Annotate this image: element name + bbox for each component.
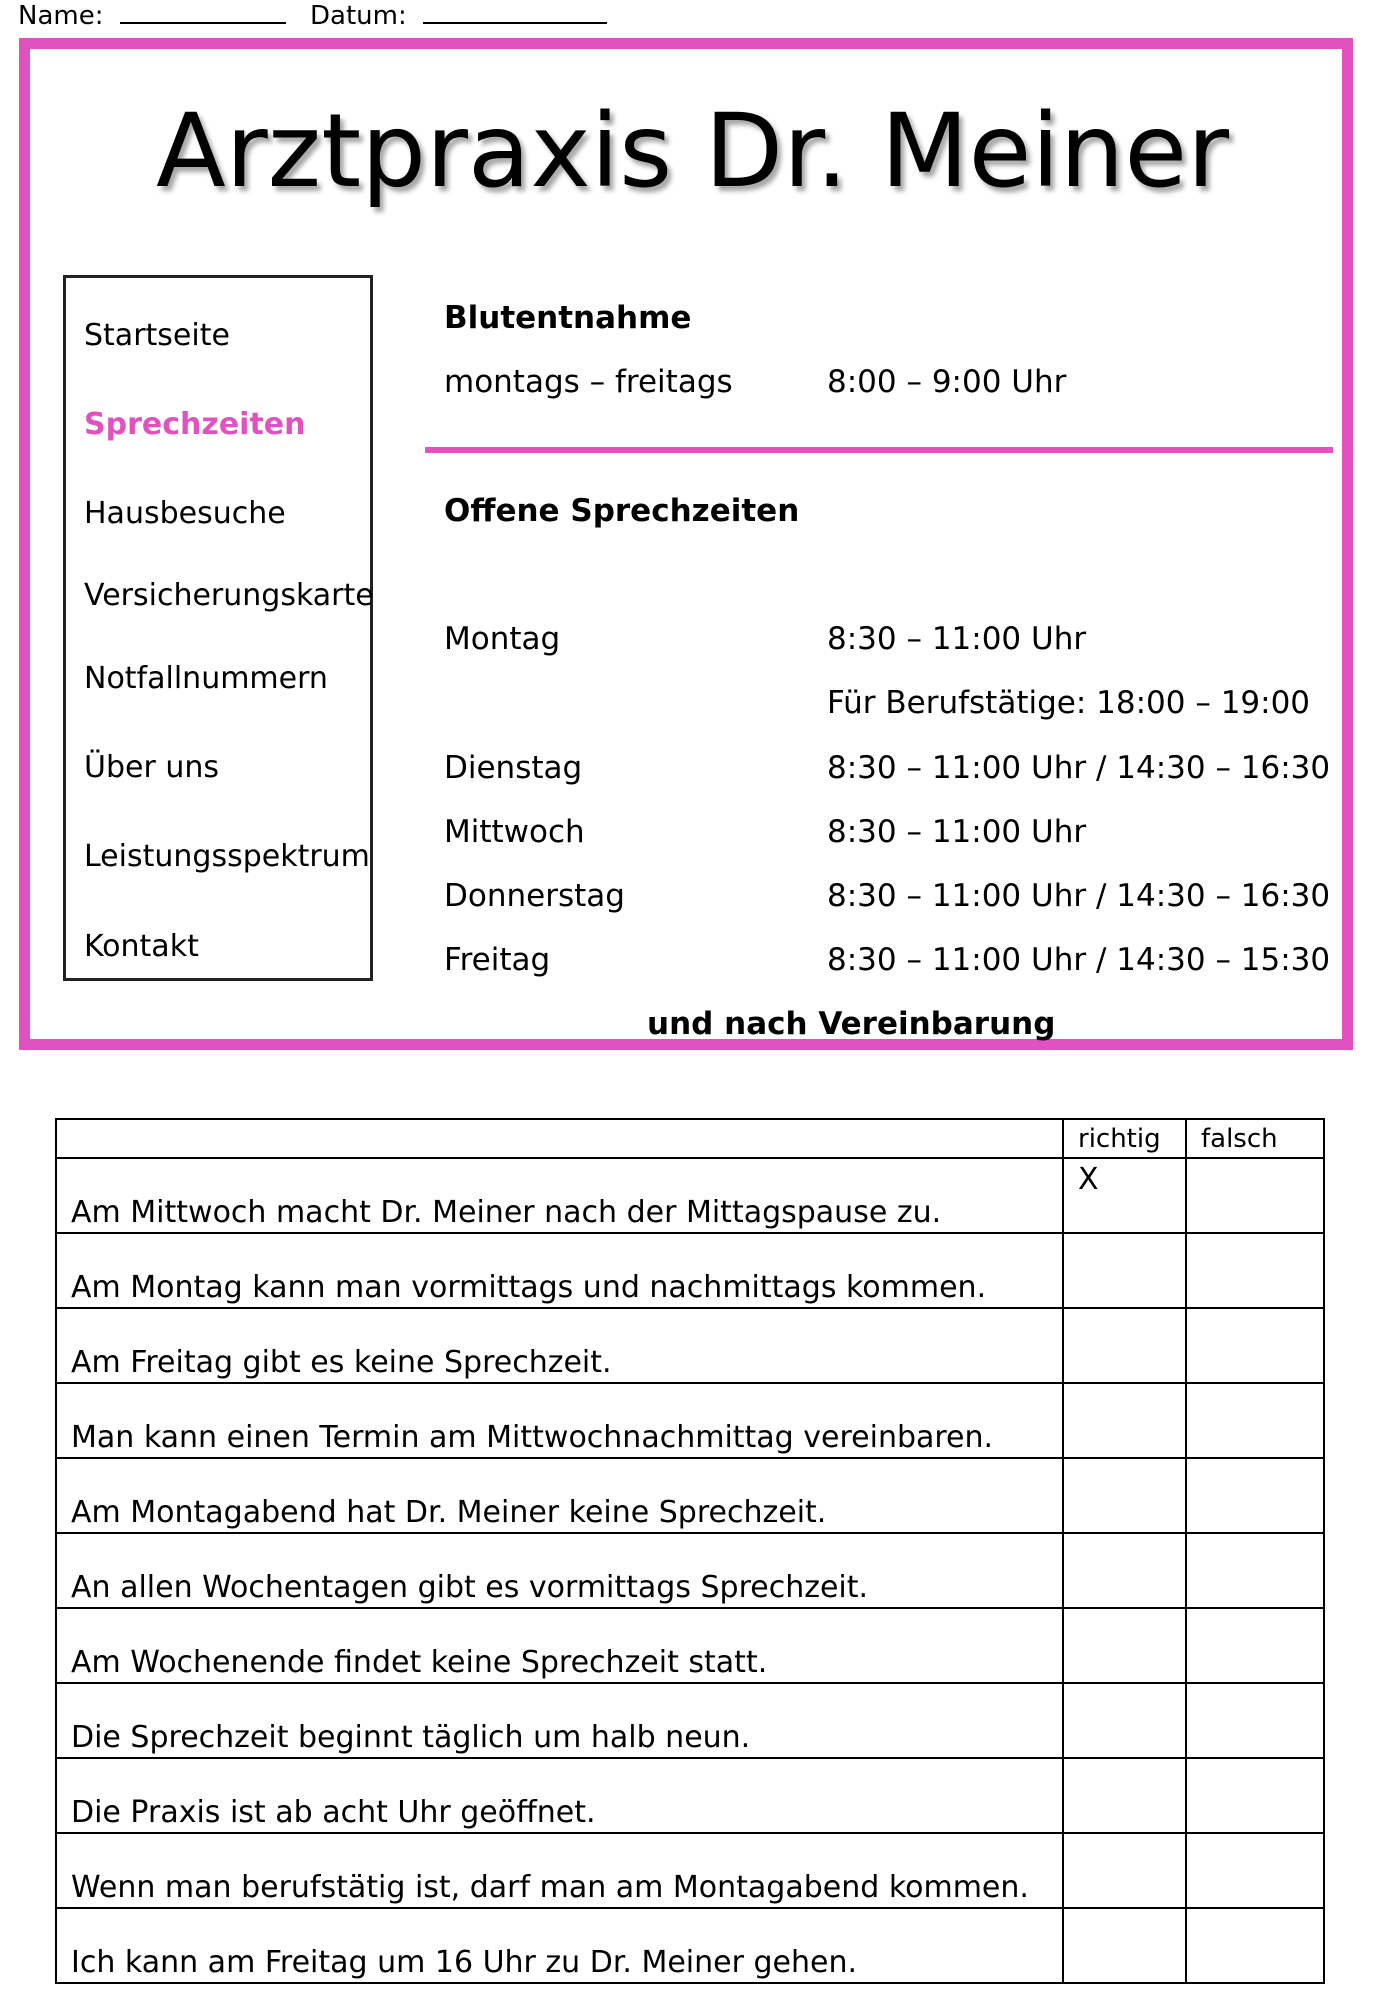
date-blank-field[interactable]: [423, 0, 607, 24]
table-row: [56, 1458, 1324, 1533]
hours-day-mittwoch: Mittwoch: [444, 814, 585, 850]
hours-time-mittwoch: 8:30 – 11:00 Uhr: [827, 814, 1087, 850]
blood-time: 8:00 – 9:00 Uhr: [827, 364, 1067, 400]
falsch-checkbox-cell[interactable]: [1186, 1833, 1324, 1908]
section-divider: [425, 447, 1333, 453]
blood-heading: Blutentnahme: [444, 300, 692, 336]
hours-day-montag: Montag: [444, 621, 561, 657]
falsch-mark: [1187, 1759, 1323, 1763]
name-label: Name:: [18, 1, 104, 31]
nav-item-sprechzeiten[interactable]: Sprechzeiten: [84, 407, 306, 442]
richtig-checkbox-cell[interactable]: [1063, 1908, 1186, 1983]
date-label: Datum:: [310, 1, 407, 31]
falsch-checkbox-cell[interactable]: [1186, 1233, 1324, 1308]
site-title: Arztpraxis Dr. Meiner: [155, 92, 1230, 211]
name-blank-field[interactable]: [120, 0, 286, 24]
statement-text: Man kann einen Termin am Mittwochnachmittag vereinbaren.: [56, 1383, 1063, 1458]
falsch-mark: [1187, 1159, 1323, 1163]
statement-text: Am Wochenende findet keine Sprechzeit statt.: [56, 1608, 1063, 1683]
statement-text: Am Montag kann man vormittags und nachmittags kommen.: [56, 1233, 1063, 1308]
hours-time-berufstaetige: Für Berufstätige: 18:00 – 19:00: [827, 685, 1311, 721]
richtig-mark: [1064, 1534, 1185, 1538]
table-row: [56, 1308, 1324, 1383]
sidebar-nav: [63, 275, 373, 981]
falsch-mark: [1187, 1684, 1323, 1688]
richtig-checkbox-cell[interactable]: [1063, 1533, 1186, 1608]
falsch-checkbox-cell[interactable]: [1186, 1683, 1324, 1758]
falsch-mark: [1187, 1609, 1323, 1613]
falsch-checkbox-cell[interactable]: [1186, 1758, 1324, 1833]
hours-day-freitag: Freitag: [444, 942, 551, 978]
falsch-mark: [1187, 1234, 1323, 1238]
hours-day-donnerstag: Donnerstag: [444, 878, 625, 914]
falsch-mark: [1187, 1309, 1323, 1313]
richtig-mark: X: [1078, 1162, 1099, 1197]
falsch-mark: [1187, 1909, 1323, 1913]
statement-text: Am Montagabend hat Dr. Meiner keine Sprechzeit.: [56, 1458, 1063, 1533]
nav-item-notfallnummern[interactable]: Notfallnummern: [84, 661, 328, 696]
richtig-checkbox-cell[interactable]: [1063, 1458, 1186, 1533]
richtig-mark: [1064, 1759, 1185, 1763]
statement-text: Am Freitag gibt es keine Sprechzeit.: [56, 1308, 1063, 1383]
richtig-checkbox-cell[interactable]: [1063, 1683, 1186, 1758]
falsch-checkbox-cell[interactable]: [1186, 1533, 1324, 1608]
richtig-mark: [1064, 1384, 1185, 1388]
statement-text: Die Praxis ist ab acht Uhr geöffnet.: [56, 1758, 1063, 1833]
statement-text: Die Sprechzeit beginnt täglich um halb neun.: [56, 1683, 1063, 1758]
falsch-mark: [1187, 1534, 1323, 1538]
falsch-checkbox-cell[interactable]: [1186, 1608, 1324, 1683]
table-row: [56, 1533, 1324, 1608]
nav-item-startseite[interactable]: Startseite: [84, 318, 230, 353]
worksheet-header: [18, 0, 607, 30]
header-empty-cell: [56, 1119, 1063, 1158]
falsch-mark: [1187, 1384, 1323, 1388]
richtig-mark: [1064, 1234, 1185, 1238]
table-row: [56, 1158, 1324, 1233]
statement-text: Am Mittwoch macht Dr. Meiner nach der Mittagspause zu.: [56, 1158, 1063, 1233]
true-false-table: [55, 1118, 1325, 1984]
blood-days: montags – freitags: [444, 364, 733, 400]
nav-item-versicherungskarte[interactable]: Versicherungskarte: [84, 578, 374, 613]
falsch-checkbox-cell[interactable]: [1186, 1458, 1324, 1533]
falsch-mark: [1187, 1834, 1323, 1838]
richtig-checkbox-cell[interactable]: [1063, 1158, 1186, 1233]
nav-item-kontakt[interactable]: Kontakt: [84, 929, 199, 964]
table-row: [56, 1908, 1324, 1983]
hours-day-dienstag: Dienstag: [444, 750, 583, 786]
falsch-mark: [1187, 1459, 1323, 1463]
column-header-richtig: richtig: [1063, 1119, 1186, 1158]
by-appointment-note: und nach Vereinbarung: [647, 1006, 1056, 1042]
richtig-mark: [1064, 1459, 1185, 1463]
richtig-checkbox-cell[interactable]: [1063, 1608, 1186, 1683]
hours-time-freitag: 8:30 – 11:00 Uhr / 14:30 – 15:30: [827, 942, 1331, 978]
table-row: [56, 1833, 1324, 1908]
richtig-mark: [1064, 1834, 1185, 1838]
falsch-checkbox-cell[interactable]: [1186, 1158, 1324, 1233]
nav-item-hausbesuche[interactable]: Hausbesuche: [84, 496, 286, 531]
column-header-falsch: falsch: [1186, 1119, 1324, 1158]
richtig-checkbox-cell[interactable]: [1063, 1233, 1186, 1308]
richtig-mark: [1064, 1684, 1185, 1688]
richtig-mark: [1064, 1909, 1185, 1913]
richtig-checkbox-cell[interactable]: [1063, 1758, 1186, 1833]
falsch-checkbox-cell[interactable]: [1186, 1308, 1324, 1383]
richtig-checkbox-cell[interactable]: [1063, 1308, 1186, 1383]
statement-text: Wenn man berufstätig ist, darf man am Montagabend kommen.: [56, 1833, 1063, 1908]
table-row: [56, 1608, 1324, 1683]
richtig-checkbox-cell[interactable]: [1063, 1383, 1186, 1458]
table-row: [56, 1683, 1324, 1758]
hours-time-donnerstag: 8:30 – 11:00 Uhr / 14:30 – 16:30: [827, 878, 1331, 914]
nav-item-ueber-uns[interactable]: Über uns: [84, 750, 219, 785]
open-hours-heading: Offene Sprechzeiten: [444, 493, 800, 529]
statement-text: Ich kann am Freitag um 16 Uhr zu Dr. Meiner gehen.: [56, 1908, 1063, 1983]
nav-item-leistungsspektrum[interactable]: Leistungsspektrum: [84, 839, 370, 874]
richtig-checkbox-cell[interactable]: [1063, 1833, 1186, 1908]
table-row: [56, 1383, 1324, 1458]
statement-text: An allen Wochentagen gibt es vormittags Sprechzeit.: [56, 1533, 1063, 1608]
table-row: [56, 1233, 1324, 1308]
richtig-mark: [1064, 1309, 1185, 1313]
richtig-mark: [1064, 1609, 1185, 1613]
falsch-checkbox-cell[interactable]: [1186, 1383, 1324, 1458]
table-header-row: [56, 1119, 1324, 1158]
hours-time-dienstag: 8:30 – 11:00 Uhr / 14:30 – 16:30: [827, 750, 1331, 786]
falsch-checkbox-cell[interactable]: [1186, 1908, 1324, 1983]
hours-time-montag: 8:30 – 11:00 Uhr: [827, 621, 1087, 657]
table-row: [56, 1758, 1324, 1833]
